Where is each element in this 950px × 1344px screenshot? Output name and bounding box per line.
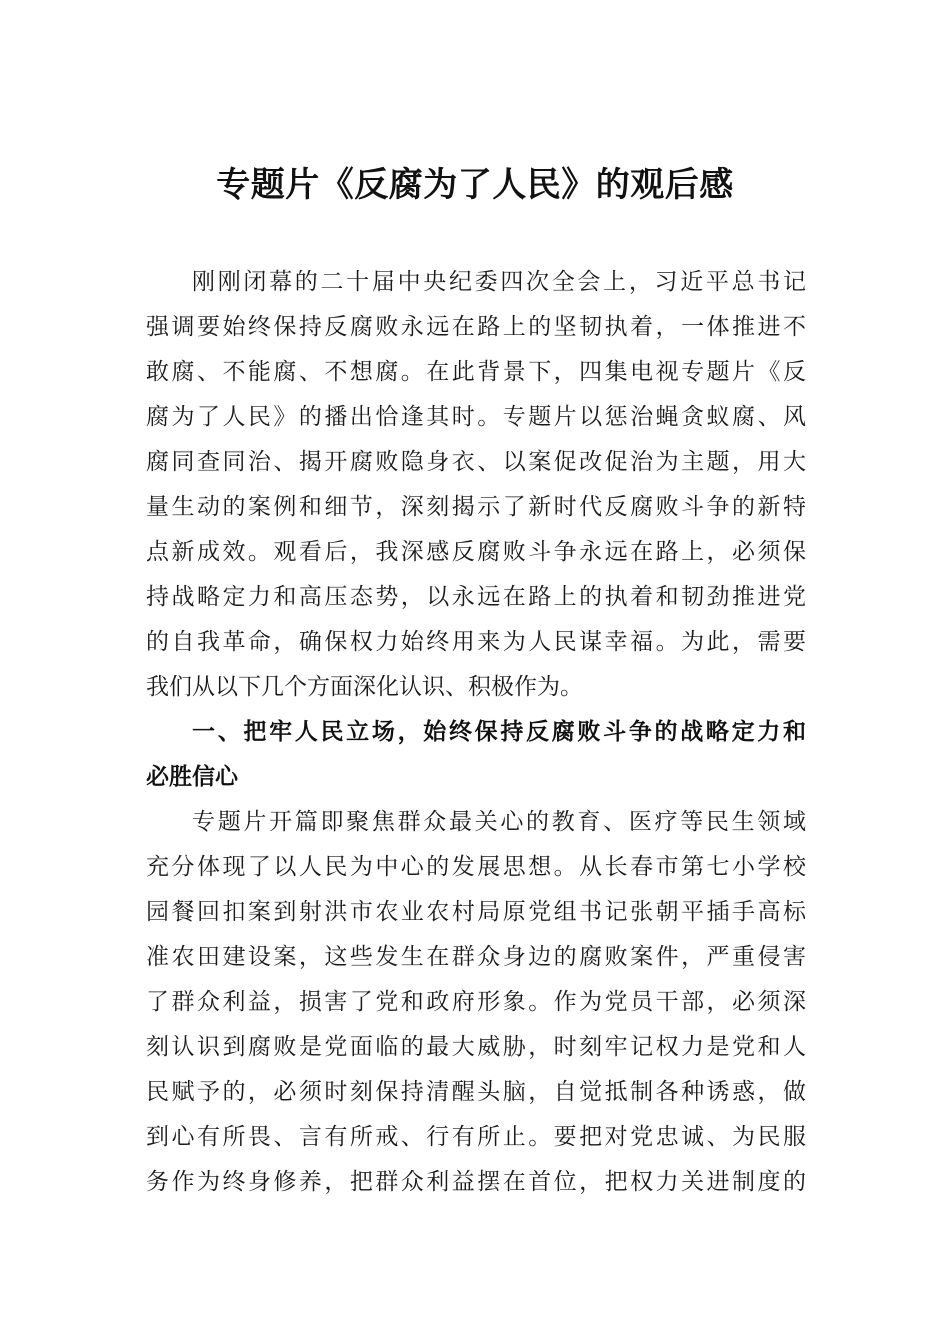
text-line: 敢腐、不能腐、不想腐。在此背景下，四集电视专题片《反 bbox=[146, 359, 806, 385]
text-line: 园餐回扣案到射洪市农业农村局原党组书记张朝平插手高标 bbox=[146, 899, 806, 925]
text-line: 务作为终身修养，把群众利益摆在首位，把权力关进制度的 bbox=[146, 1169, 806, 1195]
text-line: 腐同查同治、揭开腐败隐身衣、以案促改促治为主题，用大 bbox=[146, 449, 806, 475]
text-line: 充分体现了以人民为中心的发展思想。从长春市第七小学校 bbox=[146, 854, 806, 880]
text-line: 量生动的案例和细节，深刻揭示了新时代反腐败斗争的新特 bbox=[146, 494, 806, 520]
text-line: 强调要始终保持反腐败永远在路上的坚韧执着，一体推进不 bbox=[146, 314, 806, 340]
text-line: 民赋予的，必须时刻保持清醒头脑，自觉抵制各种诱惑，做 bbox=[146, 1079, 806, 1105]
text-line: 了群众利益，损害了党和政府形象。作为党员干部，必须深 bbox=[146, 989, 806, 1015]
text-line: 到心有所畏、言有所戒、行有所止。要把对党忠诚、为民服 bbox=[146, 1124, 806, 1150]
text-line: 刻认识到腐败是党面临的最大威胁，时刻牢记权力是党和人 bbox=[146, 1034, 806, 1060]
text-line: 的自我革命，确保权力始终用来为人民谋幸福。为此，需要 bbox=[146, 629, 806, 655]
text-line: 专题片开篇即聚焦群众最关心的教育、医疗等民生领域 bbox=[192, 809, 806, 835]
text-line: 我们从以下几个方面深化认识、积极作为。 bbox=[146, 674, 583, 700]
text-line: 点新成效。观看后，我深感反腐败斗争永远在路上，必须保 bbox=[146, 539, 806, 565]
text-line: 刚刚闭幕的二十届中央纪委四次全会上，习近平总书记 bbox=[192, 269, 806, 295]
text-line: 持战略定力和高压态势，以永远在路上的执着和韧劲推进党 bbox=[146, 584, 806, 610]
document-title: 专题片《反腐为了人民》的观后感 bbox=[216, 165, 734, 205]
text-line: 腐为了人民》的播出恰逢其时。专题片以惩治蝇贪蚁腐、风 bbox=[146, 404, 806, 430]
section-heading-line: 必胜信心 bbox=[146, 764, 238, 790]
section-heading-line: 一、把牢人民立场，始终保持反腐败斗争的战略定力和 bbox=[192, 719, 806, 745]
text-line: 准农田建设案，这些发生在群众身边的腐败案件，严重侵害 bbox=[146, 944, 806, 970]
